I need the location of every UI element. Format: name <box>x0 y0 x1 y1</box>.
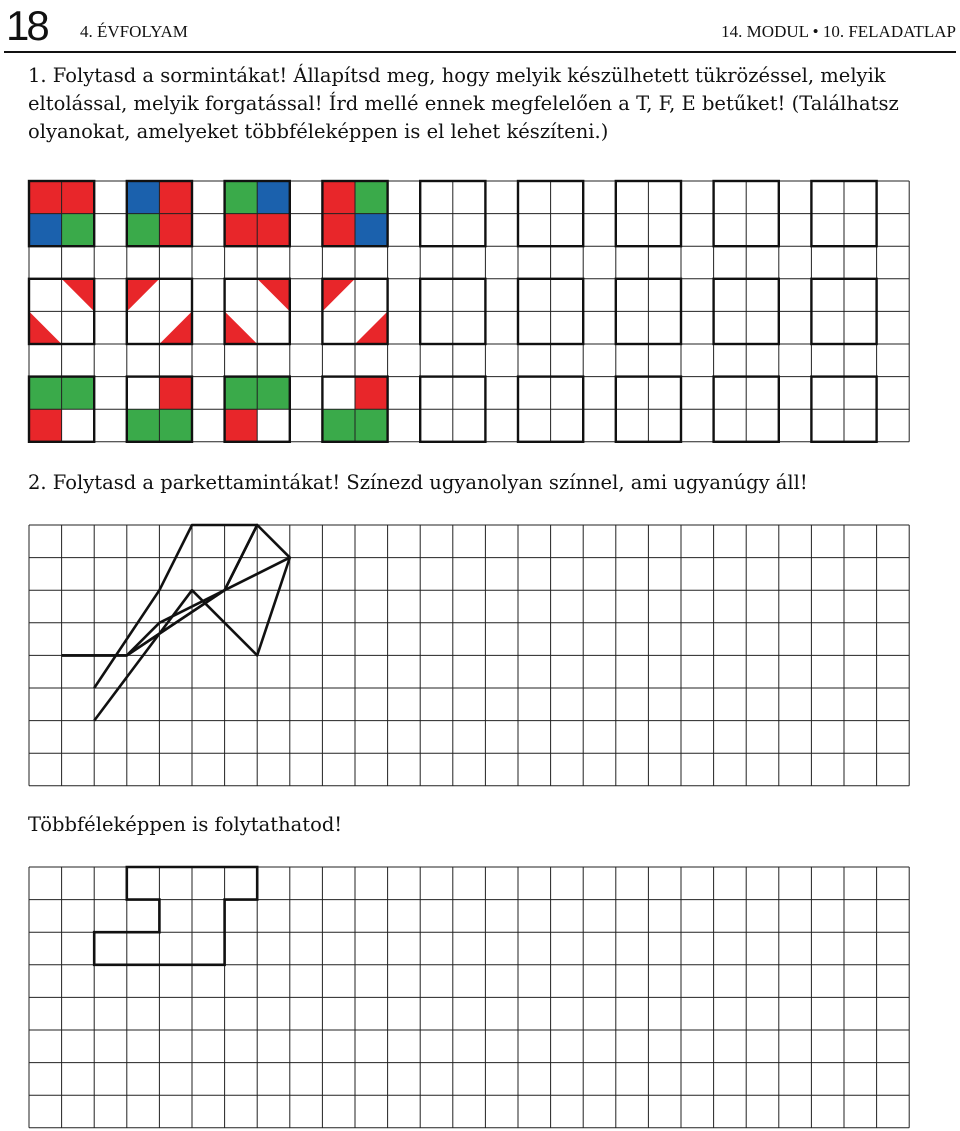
colored-cell <box>62 377 95 410</box>
colored-cell <box>225 181 258 214</box>
colored-cell <box>225 409 258 442</box>
red-triangle <box>257 279 290 312</box>
parquet-outline <box>94 525 257 688</box>
task1-instructions: 1. Folytasd a sormintákat! Állapítsd meg, hogy melyik készülhetett tükrözéssel, melyik eltolással, melyik forgatással! Írd mellé ennek megfelelően a T, F, E betűket! (Találhatsz olyanokat, amelyeket többféleképpen is el lehet készíteni.) <box>28 64 899 143</box>
task3-instructions: Többféleképpen is folytathatod! <box>28 813 343 836</box>
colored-cell <box>257 214 290 247</box>
red-triangle <box>355 311 388 344</box>
parquet-outline <box>62 558 290 721</box>
colored-cell <box>29 214 62 247</box>
colored-cell <box>322 181 355 214</box>
colored-cell <box>159 377 192 410</box>
tile-outline <box>94 867 257 965</box>
colored-cell <box>355 214 388 247</box>
colored-cell <box>355 181 388 214</box>
module-label: 14. MODUL • 10. FELADATLAP <box>721 22 956 41</box>
red-triangle <box>322 279 355 312</box>
task2-grid <box>29 525 909 786</box>
colored-cell <box>29 377 62 410</box>
colored-cell <box>29 181 62 214</box>
grade-label: 4. ÉVFOLYAM <box>80 22 188 41</box>
red-triangle <box>29 311 62 344</box>
colored-cell <box>225 377 258 410</box>
colored-cell <box>62 181 95 214</box>
colored-cell <box>257 377 290 410</box>
colored-cell <box>29 409 62 442</box>
colored-cell <box>127 181 160 214</box>
task3-grid <box>29 867 909 1128</box>
colored-cell <box>62 214 95 247</box>
red-triangle <box>62 279 95 312</box>
red-triangle <box>225 311 258 344</box>
colored-cell <box>159 181 192 214</box>
page-number: 18 <box>6 2 47 49</box>
colored-cell <box>127 409 160 442</box>
colored-cell <box>127 214 160 247</box>
colored-cell <box>257 181 290 214</box>
colored-cell <box>355 377 388 410</box>
colored-cell <box>225 214 258 247</box>
colored-cell <box>355 409 388 442</box>
task2-instructions: 2. Folytasd a parkettamintákat! Színezd ugyanolyan színnel, ami ugyanúgy áll! <box>28 471 808 494</box>
red-triangle <box>127 279 160 312</box>
colored-cell <box>322 214 355 247</box>
colored-cell <box>322 409 355 442</box>
colored-cell <box>159 214 192 247</box>
colored-cell <box>159 409 192 442</box>
red-triangle <box>159 311 192 344</box>
